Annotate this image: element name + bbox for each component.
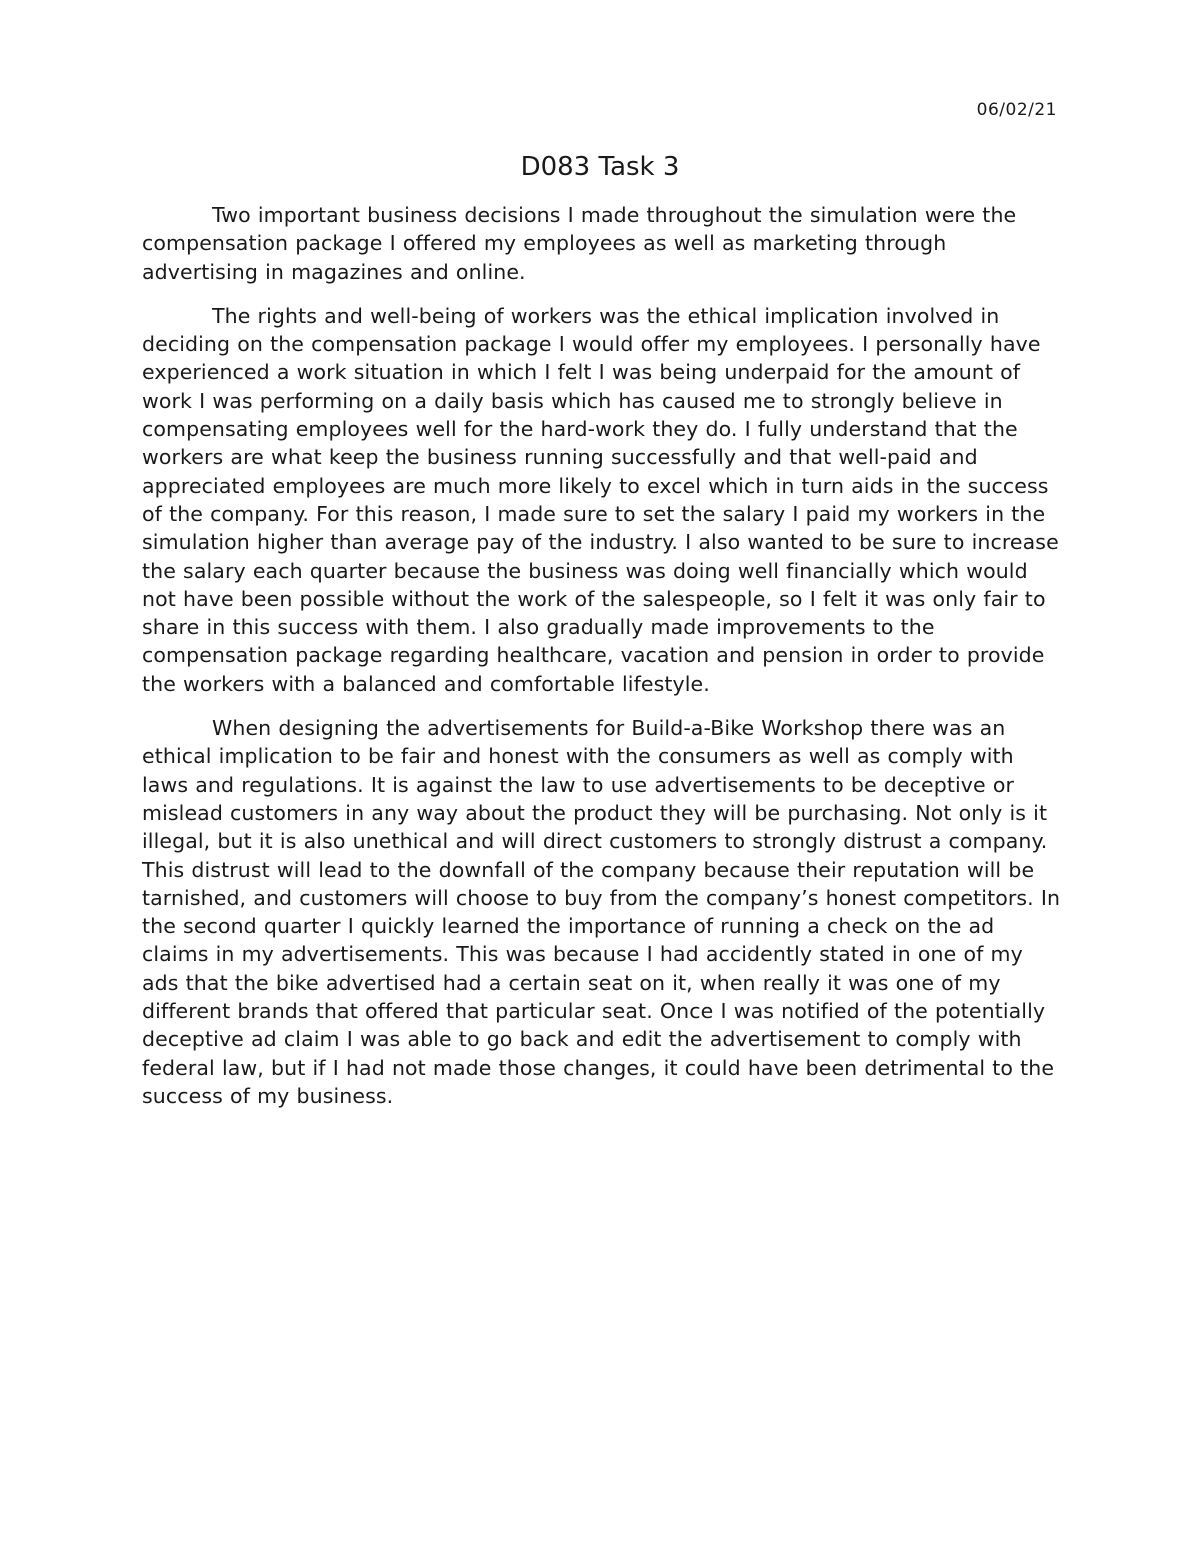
document-title: D083 Task 3 (520, 152, 680, 182)
paragraph-decisions: Two important business decisions I made throughout the simulation were the compensation package I offered my employees as well as marketing through advertising in magazines and online. (142, 203, 1017, 284)
document-date: 06/02/21 (976, 100, 1057, 120)
document-body (142, 201, 1062, 1126)
paragraph-compensation: The rights and well-being of workers was the ethical implication involved in deciding on the compensation package I would offer my employees. I personally have experienced a work situation in which I felt I was being underpaid for the amount of work I was performing on a daily basis which has caused me to strongly believe in compensating employees well for the hard-work they do. I fully understand that the workers are what keep the business running successfully and that well-paid and appreciated employees are much more likely to excel which in turn aids in the success of the company. For this reason, I made sure to set the salary I paid my workers in the simulation higher than average pay of the industry. I also wanted to be sure to increase the salary each quarter because the business was doing well financially which would not have been possible without the work of the salespeople, so I felt it was only fair to share in this success with them. I also gradually made improvements to the compensation package regarding healthcare, vacation and pension in order to provide the workers with a balanced and comfortable lifestyle. (142, 303, 1059, 696)
paragraph-advertising: When designing the advertisements for Build-a-Bike Workshop there was an ethical implication to be fair and honest with the consumers as well as comply with laws and regulations. It is against the law to use advertisements to be deceptive or mislead customers in any way about the product they will be purchasing. Not only is it illegal, but it is also unethical and will direct customers to strongly distrust a company. This distrust will lead to the downfall of the company because their reputation will be tarnished, and customers will choose to buy from the company’s honest competitors. In the second quarter I quickly learned the importance of running a check on the ad claims in my advertisements. This was because I had accidently stated in one of my ads that the bike advertised had a certain seat on it, when really it was one of my different brands that offered that particular seat. Once I was notified of the potentially deceptive ad claim I was able to go back and edit the advertisement to comply with federal law, but if I had not made those changes, it could have been detrimental to the success of my business. (142, 716, 1061, 1108)
